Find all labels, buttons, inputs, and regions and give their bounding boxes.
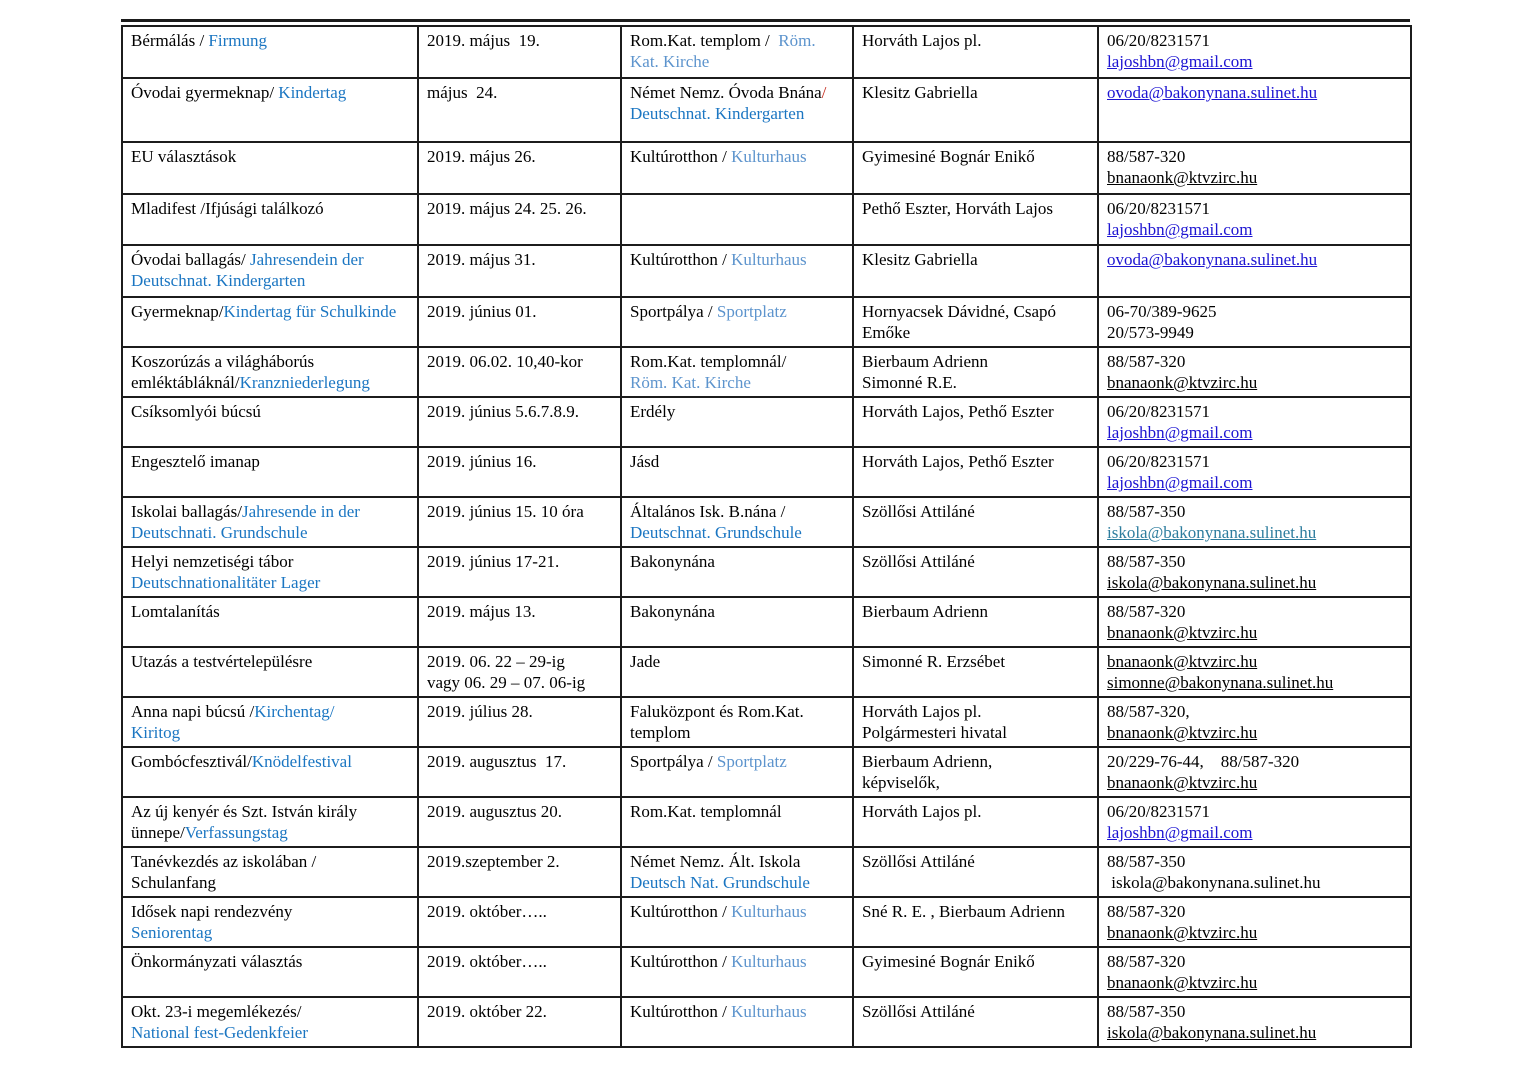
text-segment: Klesitz Gabriella xyxy=(862,250,978,269)
contact-cell xyxy=(853,747,1098,797)
text-segment: Sportpálya / xyxy=(630,302,717,321)
date-cell xyxy=(418,797,621,847)
text-segment: Óvodai ballagás/ xyxy=(131,250,250,269)
table-row xyxy=(122,142,1411,194)
text-segment: Jahresende in der Deutschnati. Grundschule xyxy=(131,502,365,542)
text-segment: Deutschnationalitäter Lager xyxy=(131,573,321,592)
date-cell xyxy=(418,194,621,245)
text-segment: Jásd xyxy=(630,452,660,471)
text-segment: Kultúrotthon / xyxy=(630,250,732,269)
email-link[interactable]: iskola@bakonynana.sulinet.hu xyxy=(1107,573,1317,592)
location-cell xyxy=(621,947,853,997)
text-segment: Tanévkezdés az iskolában / xyxy=(131,852,317,871)
event-cell xyxy=(122,142,418,194)
event-cell xyxy=(122,947,418,997)
event-cell xyxy=(122,747,418,797)
email-link[interactable]: ovoda@bakonynana.sulinet.hu xyxy=(1107,250,1318,269)
table-row xyxy=(122,947,1411,997)
location-cell xyxy=(621,78,853,142)
email-link[interactable]: lajoshbn@gmail.com xyxy=(1107,423,1253,442)
text-segment: 2019. augusztus 17. xyxy=(427,752,567,771)
text-segment: Szöllősi Attiláné xyxy=(862,1002,975,1021)
text-segment: Koszorúzás a világháborús emléktábláknál/ xyxy=(131,352,319,392)
email-link[interactable]: iskola@bakonynana.sulinet.hu xyxy=(1107,873,1321,892)
text-segment: Erdély xyxy=(630,402,676,421)
date-cell xyxy=(418,447,621,497)
location-cell xyxy=(621,194,853,245)
email-link[interactable]: bnanaonk@ktvzirc.hu xyxy=(1107,373,1258,392)
text-segment: 2019. június 5.6.7.8.9. xyxy=(427,402,580,421)
text-segment: Gyermeknap/ xyxy=(131,302,224,321)
text-segment: Bakonynána xyxy=(630,552,715,571)
contact-cell xyxy=(853,194,1098,245)
location-cell xyxy=(621,497,853,547)
table-row xyxy=(122,647,1411,697)
contact-cell xyxy=(853,26,1098,78)
table-row xyxy=(122,26,1411,78)
phone-email-cell xyxy=(1098,997,1411,1047)
text-segment: Kulturhaus xyxy=(731,147,807,166)
contact-cell xyxy=(853,847,1098,897)
text-segment: Iskolai ballagás/ xyxy=(131,502,242,521)
top-rule-divider xyxy=(121,19,1410,22)
contact-cell xyxy=(853,397,1098,447)
table-row xyxy=(122,245,1411,297)
text-segment: Kulturhaus xyxy=(731,952,807,971)
date-cell xyxy=(418,997,621,1047)
text-segment: Polgármesteri hivatal xyxy=(862,723,1007,742)
phone-email-cell xyxy=(1098,697,1411,747)
text-segment: Német Nemz. Ált. Iskola xyxy=(630,852,801,871)
date-cell xyxy=(418,547,621,597)
text-segment: Rom.Kat. templomnál/ xyxy=(630,352,787,371)
contact-cell xyxy=(853,245,1098,297)
email-link[interactable]: iskola@bakonynana.sulinet.hu xyxy=(1107,1023,1317,1042)
location-cell xyxy=(621,547,853,597)
location-cell xyxy=(621,597,853,647)
text-segment: 88/587-320 xyxy=(1107,902,1186,921)
text-segment: 2019. június 16. xyxy=(427,452,537,471)
contact-cell xyxy=(853,497,1098,547)
email-link[interactable]: simonne@bakonynana.sulinet.hu xyxy=(1107,673,1334,692)
text-segment: Kiritog xyxy=(131,723,181,742)
text-segment: Idősek napi rendezvény xyxy=(131,902,293,921)
date-cell xyxy=(418,647,621,697)
date-cell xyxy=(418,397,621,447)
phone-email-cell xyxy=(1098,447,1411,497)
location-cell xyxy=(621,347,853,397)
location-cell xyxy=(621,297,853,347)
text-segment: Kranzniederlegung xyxy=(239,373,370,392)
text-segment: Kulturhaus xyxy=(731,250,807,269)
phone-email-cell xyxy=(1098,597,1411,647)
email-link[interactable]: iskola@bakonynana.sulinet.hu xyxy=(1107,523,1317,542)
text-segment: 2019. május 13. xyxy=(427,602,536,621)
table-row xyxy=(122,747,1411,797)
text-segment: Rom.Kat. templomnál xyxy=(630,802,782,821)
text-segment: 88/587-350 xyxy=(1107,502,1186,521)
table-row xyxy=(122,697,1411,747)
text-segment: 06-70/389-9625 xyxy=(1107,302,1217,321)
event-cell xyxy=(122,797,418,847)
contact-cell xyxy=(853,997,1098,1047)
table-row xyxy=(122,847,1411,897)
email-link[interactable]: bnanaonk@ktvzirc.hu xyxy=(1107,923,1258,942)
contact-cell xyxy=(853,447,1098,497)
text-segment: Német Nemz. Óvoda Bnána xyxy=(630,83,822,102)
table-row xyxy=(122,997,1411,1047)
text-segment: Kirchentag/ xyxy=(254,702,335,721)
text-segment: Sportpálya / xyxy=(630,752,717,771)
text-segment: 06/20/8231571 xyxy=(1107,199,1210,218)
text-segment: képviselők, xyxy=(862,773,940,792)
event-cell xyxy=(122,245,418,297)
contact-cell xyxy=(853,78,1098,142)
text-segment: 2019. május 26. xyxy=(427,147,536,166)
text-segment: Faluközpont és Rom.Kat. templom xyxy=(630,702,809,742)
text-segment: Firmung xyxy=(208,31,267,50)
email-link[interactable]: bnanaonk@ktvzirc.hu xyxy=(1107,168,1258,187)
text-segment: Horváth Lajos, Pethő Eszter xyxy=(862,402,1054,421)
text-segment: Szöllősi Attiláné xyxy=(862,852,975,871)
text-segment: 2019. október….. xyxy=(427,902,547,921)
phone-email-cell xyxy=(1098,897,1411,947)
email-link[interactable]: bnanaonk@ktvzirc.hu xyxy=(1107,723,1258,742)
location-cell xyxy=(621,797,853,847)
text-segment: 20/229-76-44, 88/587-320 xyxy=(1107,752,1300,771)
text-segment: 06/20/8231571 xyxy=(1107,402,1210,421)
event-cell xyxy=(122,497,418,547)
date-cell xyxy=(418,847,621,897)
text-segment: Verfassungstag xyxy=(184,823,288,842)
location-cell xyxy=(621,847,853,897)
text-segment: / xyxy=(821,83,827,102)
text-segment: Szöllősi Attiláné xyxy=(862,502,975,521)
text-segment: Horváth Lajos, Pethő Eszter xyxy=(862,452,1054,471)
phone-email-cell xyxy=(1098,747,1411,797)
text-segment: Röm. Kat. Kirche xyxy=(630,31,820,71)
date-cell xyxy=(418,497,621,547)
date-cell xyxy=(418,297,621,347)
text-segment: 2019. május 31. xyxy=(427,250,536,269)
text-segment: 2019. 06. 22 – 29-ig xyxy=(427,652,565,671)
text-segment: Deutschnat. Kindergarten xyxy=(630,104,805,123)
table-row xyxy=(122,547,1411,597)
text-segment: 88/587-350 xyxy=(1107,552,1186,571)
text-segment: Sportplatz xyxy=(716,752,787,771)
table-row xyxy=(122,78,1411,142)
text-segment: Kultúrotthon / xyxy=(630,147,732,166)
text-segment: 06/20/8231571 xyxy=(1107,452,1210,471)
contact-cell xyxy=(853,297,1098,347)
location-cell xyxy=(621,397,853,447)
text-segment: Knödelfestival xyxy=(251,752,352,771)
email-link[interactable]: lajoshbn@gmail.com xyxy=(1107,473,1253,492)
text-segment: Sné R. E. , Bierbaum Adrienn xyxy=(862,902,1066,921)
text-segment: Bierbaum Adrienn xyxy=(862,602,989,621)
text-segment: Jahresendein der Deutschnat. Kindergarten xyxy=(131,250,368,290)
text-segment: 2019. június 17-21. xyxy=(427,552,560,571)
phone-email-cell xyxy=(1098,547,1411,597)
date-cell xyxy=(418,245,621,297)
contact-cell xyxy=(853,797,1098,847)
text-segment: Anna napi búcsú / xyxy=(131,702,255,721)
table-row xyxy=(122,297,1411,347)
phone-email-cell xyxy=(1098,142,1411,194)
table-row xyxy=(122,397,1411,447)
event-cell xyxy=(122,847,418,897)
text-segment: Lomtalanítás xyxy=(131,602,220,621)
text-segment: Kindertag xyxy=(278,83,347,102)
text-segment: Seniorentag xyxy=(131,923,213,942)
date-cell xyxy=(418,78,621,142)
text-segment: Kultúrotthon / xyxy=(630,1002,732,1021)
email-link[interactable]: bnanaonk@ktvzirc.hu xyxy=(1107,652,1258,671)
location-cell xyxy=(621,447,853,497)
text-segment: Az új kenyér és Szt. István király ünnepe/ xyxy=(131,802,362,842)
contact-cell xyxy=(853,647,1098,697)
text-segment: 20/573-9949 xyxy=(1107,323,1194,342)
event-cell xyxy=(122,897,418,947)
text-segment: Utazás a testvértelepülésre xyxy=(131,652,313,671)
location-cell xyxy=(621,26,853,78)
event-cell xyxy=(122,397,418,447)
contact-cell xyxy=(853,142,1098,194)
text-segment: Horváth Lajos pl. xyxy=(862,31,982,50)
text-segment: 2019. augusztus 20. xyxy=(427,802,563,821)
email-link[interactable]: bnanaonk@ktvzirc.hu xyxy=(1107,973,1258,992)
contact-cell xyxy=(853,897,1098,947)
event-cell xyxy=(122,697,418,747)
location-cell xyxy=(621,747,853,797)
text-segment: Bakonynána xyxy=(630,602,715,621)
text-segment: Röm. Kat. Kirche xyxy=(630,373,751,392)
text-segment: Gyimesiné Bognár Enikő xyxy=(862,952,1035,971)
phone-email-cell xyxy=(1098,26,1411,78)
text-segment: 2019. október 22. xyxy=(427,1002,547,1021)
text-segment: Horváth Lajos pl. xyxy=(862,702,982,721)
text-segment: Kulturhaus xyxy=(731,1002,807,1021)
text-segment: Simonné R.E. xyxy=(862,373,957,392)
date-cell xyxy=(418,26,621,78)
text-segment: Schulanfang xyxy=(131,873,216,892)
text-segment: Rom.Kat. templom / xyxy=(630,31,779,50)
text-segment: Bierbaum Adrienn, xyxy=(862,752,993,771)
event-cell xyxy=(122,297,418,347)
phone-email-cell xyxy=(1098,947,1411,997)
text-segment: Önkormányzati választás xyxy=(131,952,303,971)
location-cell xyxy=(621,897,853,947)
phone-email-cell xyxy=(1098,397,1411,447)
date-cell xyxy=(418,747,621,797)
text-segment: National fest-Gedenkfeier xyxy=(131,1023,308,1042)
text-segment: vagy 06. 29 – 07. 06-ig xyxy=(427,673,586,692)
events-table xyxy=(121,25,1412,1048)
text-segment: 2019. június 01. xyxy=(427,302,537,321)
phone-email-cell xyxy=(1098,647,1411,697)
location-cell xyxy=(621,697,853,747)
phone-email-cell xyxy=(1098,297,1411,347)
email-link[interactable]: lajoshbn@gmail.com xyxy=(1107,52,1253,71)
events-table-container xyxy=(121,19,1410,1048)
text-segment: 2019. október….. xyxy=(427,952,547,971)
text-segment: Klesitz Gabriella xyxy=(862,83,978,102)
text-segment: május 24. xyxy=(427,83,498,102)
event-cell xyxy=(122,447,418,497)
location-cell xyxy=(621,142,853,194)
email-link[interactable]: lajoshbn@gmail.com xyxy=(1107,823,1253,842)
text-segment: 2019. 06.02. 10,40-kor xyxy=(427,352,583,371)
event-cell xyxy=(122,78,418,142)
text-segment: EU választások xyxy=(131,147,237,166)
text-segment: Hornyacsek Dávidné, Csapó Emőke xyxy=(862,302,1061,342)
text-segment: Simonné R. Erzsébet xyxy=(862,652,1006,671)
text-segment: Gombócfesztivál/ xyxy=(131,752,252,771)
text-segment: Szöllősi Attiláné xyxy=(862,552,975,571)
table-row xyxy=(122,597,1411,647)
text-segment: Általános Isk. B.nána / xyxy=(630,502,786,521)
text-segment: 88/587-320, xyxy=(1107,702,1190,721)
text-segment: 2019. június 15. 10 óra xyxy=(427,502,584,521)
date-cell xyxy=(418,897,621,947)
text-segment: Kindertag für Schulkinde xyxy=(223,302,397,321)
text-segment: Jade xyxy=(630,652,661,671)
text-segment: 06/20/8231571 xyxy=(1107,31,1210,50)
text-segment: Kultúrotthon / xyxy=(630,952,732,971)
table-row xyxy=(122,797,1411,847)
location-cell xyxy=(621,647,853,697)
text-segment: Horváth Lajos pl. xyxy=(862,802,982,821)
text-segment: Engesztelő imanap xyxy=(131,452,260,471)
date-cell xyxy=(418,947,621,997)
text-segment: Deutsch Nat. Grundschule xyxy=(630,873,810,892)
event-cell xyxy=(122,194,418,245)
text-segment: Mladifest /Ifjúsági találkozó xyxy=(131,199,324,218)
contact-cell xyxy=(853,347,1098,397)
text-segment: 88/587-350 xyxy=(1107,852,1186,871)
phone-email-cell xyxy=(1098,797,1411,847)
text-segment: 2019. május 24. 25. 26. xyxy=(427,199,587,218)
text-segment: Bérmálás / xyxy=(131,31,209,50)
contact-cell xyxy=(853,597,1098,647)
phone-email-cell xyxy=(1098,78,1411,142)
table-row xyxy=(122,897,1411,947)
email-link[interactable]: lajoshbn@gmail.com xyxy=(1107,220,1253,239)
text-segment: 88/587-320 xyxy=(1107,352,1186,371)
phone-email-cell xyxy=(1098,194,1411,245)
text-segment: Gyimesiné Bognár Enikő xyxy=(862,147,1035,166)
email-link[interactable]: bnanaonk@ktvzirc.hu xyxy=(1107,773,1258,792)
phone-email-cell xyxy=(1098,245,1411,297)
text-segment: 88/587-320 xyxy=(1107,952,1186,971)
location-cell xyxy=(621,997,853,1047)
text-segment: Pethő Eszter, Horváth Lajos xyxy=(862,199,1053,218)
text-segment: Kultúrotthon / xyxy=(630,902,732,921)
event-cell xyxy=(122,26,418,78)
event-cell xyxy=(122,347,418,397)
table-row xyxy=(122,497,1411,547)
text-segment: 2019. május 19. xyxy=(427,31,540,50)
contact-cell xyxy=(853,947,1098,997)
phone-email-cell xyxy=(1098,347,1411,397)
text-segment: Bierbaum Adrienn xyxy=(862,352,989,371)
text-segment: 88/587-320 xyxy=(1107,147,1186,166)
event-cell xyxy=(122,547,418,597)
event-cell xyxy=(122,597,418,647)
date-cell xyxy=(418,597,621,647)
event-cell xyxy=(122,647,418,697)
text-segment: Csíksomlyói búcsú xyxy=(131,402,261,421)
text-segment: Okt. 23-i megemlékezés/ xyxy=(131,1002,302,1021)
text-segment: Helyi nemzetiségi tábor xyxy=(131,552,294,571)
phone-email-cell xyxy=(1098,497,1411,547)
table-row xyxy=(122,347,1411,397)
phone-email-cell xyxy=(1098,847,1411,897)
text-segment: 2019. július 28. xyxy=(427,702,533,721)
event-cell xyxy=(122,997,418,1047)
email-link[interactable]: bnanaonk@ktvzirc.hu xyxy=(1107,623,1258,642)
contact-cell xyxy=(853,547,1098,597)
text-segment: Óvodai gyermeknap/ xyxy=(131,83,279,102)
location-cell xyxy=(621,245,853,297)
text-segment: Deutschnat. Grundschule xyxy=(630,523,802,542)
events-table-body xyxy=(122,26,1411,1047)
email-link[interactable]: ovoda@bakonynana.sulinet.hu xyxy=(1107,83,1318,102)
table-row xyxy=(122,194,1411,245)
table-row xyxy=(122,447,1411,497)
text-segment: Sportplatz xyxy=(716,302,787,321)
date-cell xyxy=(418,142,621,194)
contact-cell xyxy=(853,697,1098,747)
text-segment: Kulturhaus xyxy=(731,902,807,921)
text-segment: 88/587-350 xyxy=(1107,1002,1186,1021)
text-segment: 88/587-320 xyxy=(1107,602,1186,621)
date-cell xyxy=(418,347,621,397)
text-segment: 06/20/8231571 xyxy=(1107,802,1210,821)
text-segment: 2019.szeptember 2. xyxy=(427,852,560,871)
date-cell xyxy=(418,697,621,747)
